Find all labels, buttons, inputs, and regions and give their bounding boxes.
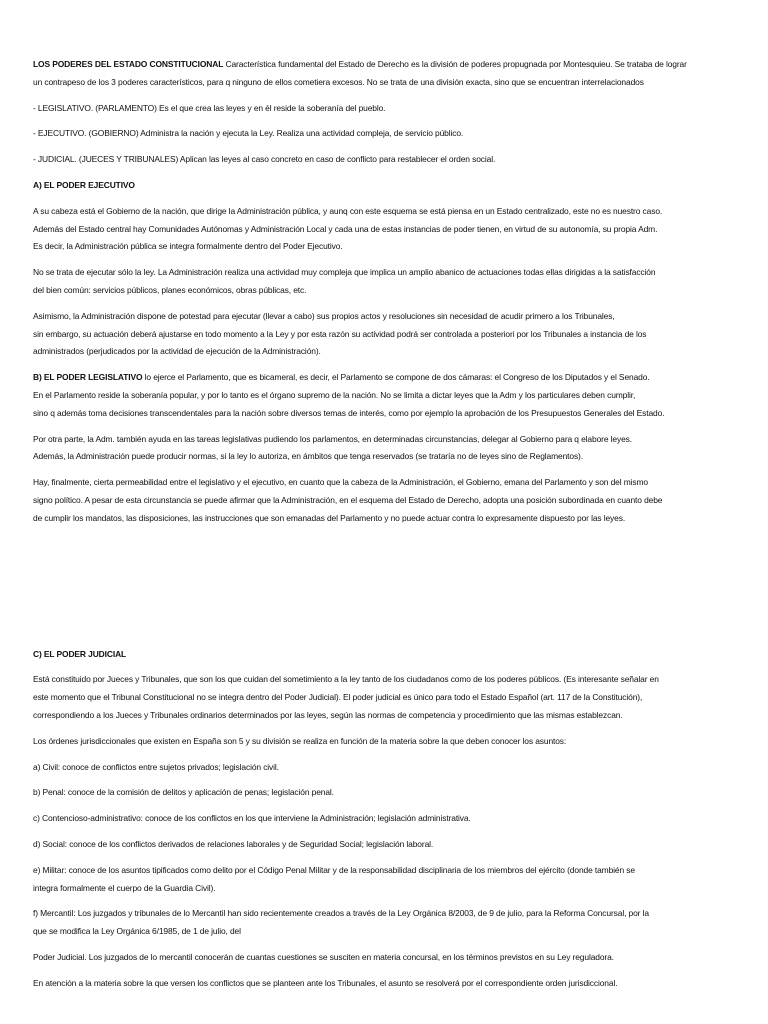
jurisdiction-contencioso: c) Contencioso-administrativo: conoce de los conflictos en los que interviene la Administración; legislación administrativa. xyxy=(33,813,471,824)
judicial-paragraph-last-1: Poder Judicial. Los juzgados de lo mercantil conocerán de cuantas cuestiones se susciten en materia concursal, en los términos previstos en su Ley reguladora. xyxy=(33,951,614,962)
executive-paragraph-2: No se trata de ejecutar sólo la ley. La Administración realiza una actividad muy compleja que implica un amplio abanico de actuaciones todas ellas dirigidas a la satisfacción del bien común: servicios públicos, planes económicos, obras públicas, etc. xyxy=(33,267,656,295)
intro-text-line: Característica fundamental del Estado de Derecho es la división de poderes propugnada por Montesquieu. Se trataba de lograr xyxy=(223,59,687,69)
power-legislative-text: - LEGISLATIVO. (PARLAMENTO) Es el que crea las leyes y en él reside la soberanía del pueblo. xyxy=(33,102,386,113)
power-judicial-text: - JUDICIAL. (JUECES Y TRIBUNALES) Aplican las leyes al caso concreto en caso de conflicto para restablecer el orden social. xyxy=(33,154,496,165)
powers-list-item xyxy=(33,151,766,169)
legislative-paragraph-1: B) EL PODER LEGISLATIVO lo ejerce el Parlamento, que es bicameral, es decir, el Parlamento se compone de dos cámaras: el Congreso de los Diputados y el Senado. En el Parlamento reside la soberanía popular, y por lo tanto es el órgano supremo de la nación. No se limita a dictar leyes que la Adm y los particulares deben cumplir, sino q además toma decisiones transcendentales para la nación sobre diversos temas de interés, como por ejemplo la aprobación de los Presupuestos Generales del Estado. xyxy=(33,372,665,418)
power-executive-text: - EJECUTIVO. (GOBIERNO) Administra la nación y ejecuta la Ley. Realiza una actividad compleja, de servicio público. xyxy=(33,128,464,139)
intro-paragraph xyxy=(33,56,766,92)
judicial-heading: C) EL PODER JUDICIAL xyxy=(33,648,127,659)
jurisdiction-militar: e) Militar: conoce de los asuntos tipificados como delito por el Código Penal Militar y de la responsabilidad disciplinaria de los miembros del ejército (donde también se integra formalmente el cuerpo de la Guardia Civil). xyxy=(33,864,635,893)
executive-paragraph-3: Asimismo, la Administración dispone de potestad para ejecutar (llevar a cabo) sus propios actos y resoluciones sin necesidad de acudir primero a los Tribunales, sin embargo, su actuación deberá ajustarse en todo momento a la Ley y por esta razón su actividad podrá ser controlada a posteriori por los Tribunales a instancia de los administrados (perjudicados por la actividad de ejecución de la Administración). xyxy=(33,310,647,357)
intro-heading: LOS PODERES DEL ESTADO CONSTITUCIONAL xyxy=(33,59,224,69)
jurisdiction-penal: b) Penal: conoce de la comisión de delitos y aplicación de penas; legislación penal. xyxy=(33,787,334,798)
powers-list-item xyxy=(33,125,766,143)
executive-paragraph-1: A su cabeza está el Gobierno de la nación, que dirige la Administración pública, y aunq con este esquema se está piensa en un Estado centralizado, este no es nuestro caso. Además del Estado central hay Comunidades Autónomas y Administración Local y cada una de estas instancias de poder tienen, en virtud de su autonomía, su propia Adm. Es decir, la Administración pública se integra formalmente dentro del Poder Ejecutivo. xyxy=(33,205,663,252)
powers-list-item xyxy=(33,100,766,118)
jurisdiction-mercantil: f) Mercantil: Los juzgados y tribunales de lo Mercantil han sido recientemente creados a través de la Ley Orgánica 8/2003, de 9 de julio, para la Reforma Concursal, por la que se modifica la Ley Orgánica 6/1985, de 1 de julio, del xyxy=(33,908,649,937)
judicial-paragraph-2: Los órdenes jurisdiccionales que existen en España son 5 y su división se realiza en función de la materia sobre la que deben conocer los asuntos: xyxy=(33,735,567,746)
page-gap xyxy=(33,536,766,646)
document-page xyxy=(33,56,766,1000)
judicial-paragraph-last-2: En atención a la materia sobre la que versen los conflictos que se planteen ante los Tribunales, el asunto se resolverá por el correspondiente orden jurisdiccional. xyxy=(33,977,618,988)
executive-heading: A) EL PODER EJECUTIVO xyxy=(33,179,135,190)
intro-text-line: un contrapeso de los 3 poderes característicos, para q ninguno de ellos cometiera excesos. No se trata de una división exacta, sino que se encuentran interrelacionados xyxy=(33,76,644,87)
jurisdiction-social: d) Social: conoce de los conflictos derivados de relaciones laborales y de Seguridad Social; legislación laboral. xyxy=(33,838,434,849)
legislative-heading: B) EL PODER LEGISLATIVO xyxy=(33,372,143,383)
legislative-paragraph-2: Por otra parte, la Adm. también ayuda en las tareas legislativas pudiendo los parlamentos, en determinadas circunstancias, delegar al Gobierno para q elabore leyes. Además, la Administración puede producir normas, si la ley lo autoriza, en ámbitos que tenga reservados (se trataría no de leyes sino de Reglamentos). xyxy=(33,433,632,462)
jurisdiction-civil: a) Civil: conoce de conflictos entre sujetos privados; legislación civil. xyxy=(33,761,279,772)
judicial-paragraph-1: Está constituido por Jueces y Tribunales, que son los que cuidan del sometimiento a la ley tanto de los ciudadanos como de los poderes públicos. (Es interesante señalar en este momento que el Tribunal Constitucional no se integra dentro del Poder Judicial). El poder judicial es único para todo el Estado Español (art. 117 de la Constitución), correspondiendo a los Jueces y Tribunales ordinarios determinados por las leyes, según las normas de competencia y procedimiento que las mismas establezcan. xyxy=(33,674,659,720)
legislative-paragraph-3: Hay, finalmente, cierta permeabilidad entre el legislativo y el ejecutivo, en cuanto que la cabeza de la Administración, el Gobierno, emana del Parlamento y son del mismo signo político. A pesar de esta circunstancia se puede afirmar que la Administración, en el esquema del Estado de Derecho, adopta una posición subordinada en cuanto debe de cumplir los mandatos, las disposiciones, las instrucciones que son emanadas del Parlamento y no puede actuar contra lo expresamente dispuesto por las leyes. xyxy=(33,477,663,523)
